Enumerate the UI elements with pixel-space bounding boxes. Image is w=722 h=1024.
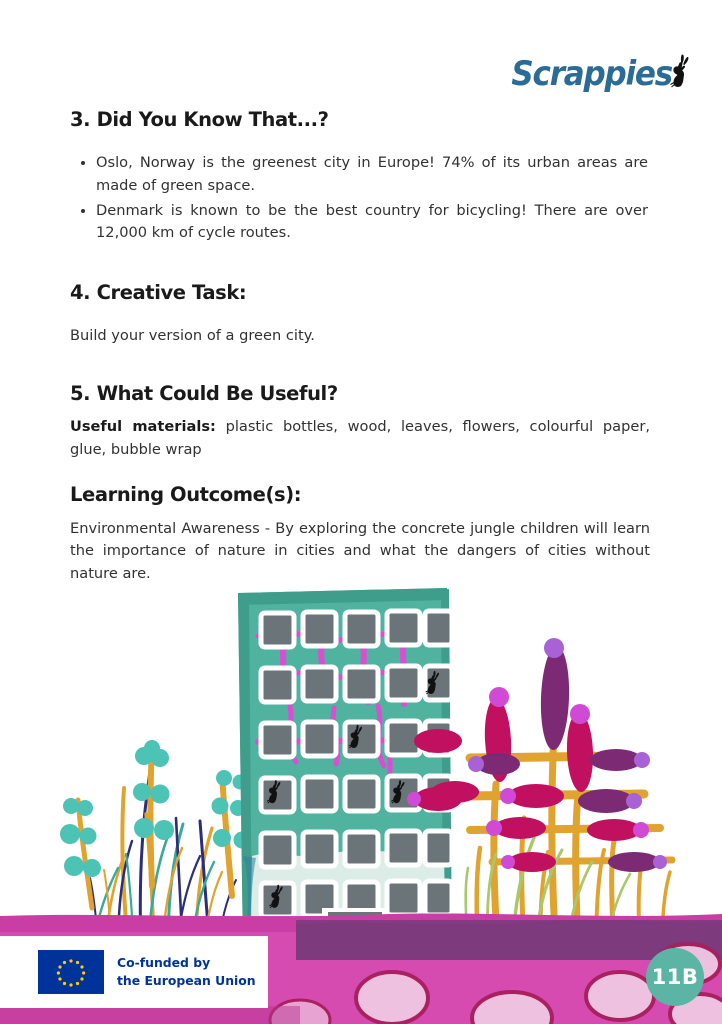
apartment-building xyxy=(238,588,452,954)
eu-funding-line-1: Co-funded by xyxy=(117,955,211,971)
heading-creative-task: 4. Creative Task: xyxy=(70,280,247,304)
creative-task-body: Build your version of a green city. xyxy=(70,327,315,345)
page-content xyxy=(70,108,650,586)
eu-funding-label xyxy=(117,954,256,989)
left-flower-stalk-2 xyxy=(60,798,101,908)
useful-materials-paragraph xyxy=(70,416,650,461)
heading-did-you-know: 3. Did You Know That...? xyxy=(70,108,329,131)
learning-outcomes-body: Environmental Awareness - By exploring the concrete jungle children will learn the importance of nature in cities and what the dangers of cities without nature are. xyxy=(70,519,650,582)
heading-what-could-be-useful: 5. What Could Be Useful? xyxy=(70,381,338,405)
page-number-badge: 11B xyxy=(646,948,704,1006)
left-flower-stalk-1 xyxy=(133,740,174,886)
useful-materials-body: plastic bottles, wood, leaves, flowers, colourful paper, glue, bubble wrap xyxy=(70,418,650,458)
brand-logo xyxy=(511,44,690,94)
eu-funding-line-2: the European Union xyxy=(117,973,256,988)
heading-learning-outcomes: Learning Outcome(s): xyxy=(70,483,302,507)
list-item: Oslo, Norway is the greenest city in Europe! 74% of its urban areas are made of green space. xyxy=(96,152,650,197)
eu-flag-icon xyxy=(38,950,104,994)
fact-list xyxy=(70,152,650,244)
list-item: Denmark is known to be the best country for bicycling! There are over 12,000 km of cycle routes. xyxy=(96,200,650,245)
logo-wordmark: Scrappies xyxy=(511,54,672,94)
eu-funding-notice xyxy=(0,936,268,1008)
green-city-illustration xyxy=(0,556,722,956)
useful-materials-label: Useful materials: xyxy=(70,418,216,436)
